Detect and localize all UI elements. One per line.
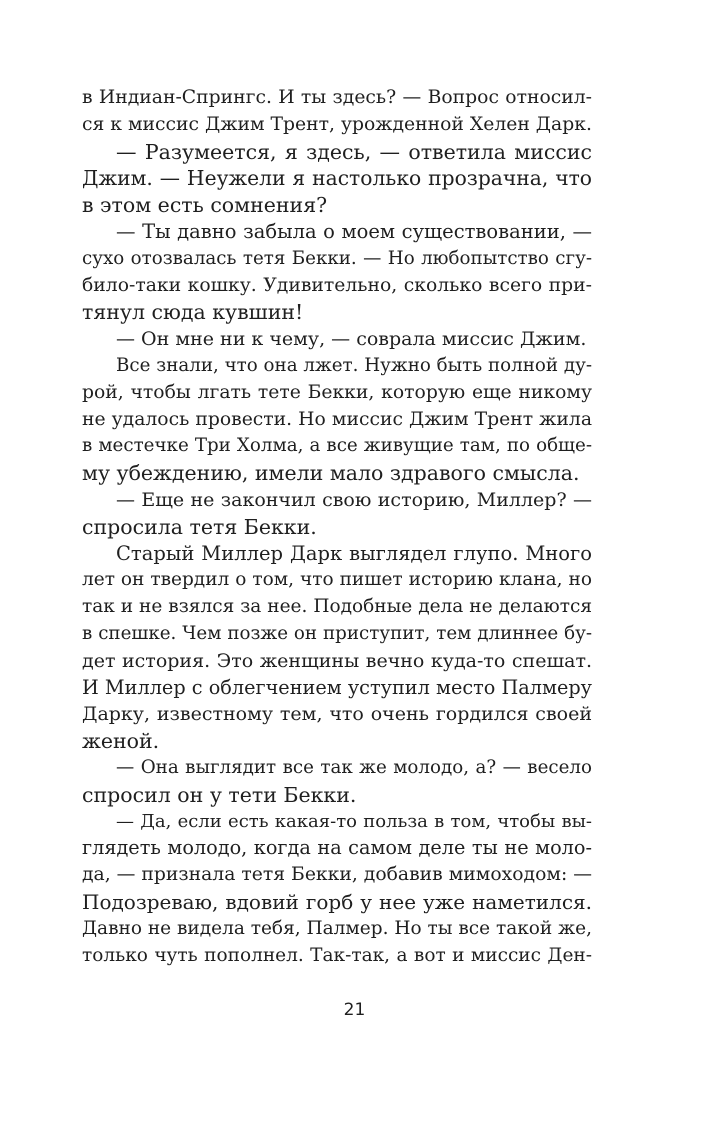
text-line: в Индиан-Спрингс. И ты здесь? — Вопрос относил- (82, 87, 592, 108)
text-line: Дарку, известному тем, что очень гордился своей (82, 703, 592, 726)
text-line: сухо отозвалась тетя Бекки. — Но любопытство сгу- (82, 247, 592, 269)
text-line: да, — признала тетя Бекки, добавив мимоходом: — (82, 864, 592, 886)
text-line: И Миллер с облегчением уступил место Палмеру (82, 675, 592, 699)
text-line: в спешке. Чем позже он приступит, тем длиннее бу- (82, 622, 592, 644)
text-line: Все знали, что она лжет. Нужно быть полной ду- (116, 354, 592, 376)
text-line: глядеть молодо, когда на самом деле ты не моло- (82, 836, 592, 860)
text-line: не удалось провести. Но миссис Джим Трент жила (82, 408, 592, 430)
text-line: рой, чтобы лгать тете Бекки, которую еще никому (82, 381, 592, 403)
text-line: — Да, если есть какая-то польза в том, чтобы вы- (116, 810, 592, 832)
text-line: — Разумеется, я здесь, — ответила миссис (116, 139, 592, 164)
text-line: в этом есть сомнения? (82, 193, 328, 218)
text-line: дет история. Это женщины вечно куда-то спешат. (82, 649, 592, 672)
body-text (82, 85, 592, 969)
text-line: так и не взялся за нее. Подобные дела не делаются (82, 596, 592, 618)
text-line: женой. (82, 729, 160, 754)
text-line: только чуть пополнел. Так-так, а вот и миссис Ден- (82, 944, 592, 966)
text-line: лет он твердил о том, что пишет историю клана, но (82, 569, 592, 591)
text-line: Подозреваю, вдовий горб у нее уже наметился. (82, 889, 592, 914)
text-line: — Она выглядит все так же молодо, а? — весело (116, 756, 592, 778)
text-line: — Он мне ни к чему, — соврала миссис Джим. (116, 328, 587, 351)
text-line: спросила тетя Бекки. (82, 514, 317, 539)
text-line: тянул сюда кувшин! (82, 300, 304, 325)
text-line: спросил он у тети Бекки. (82, 782, 357, 807)
text-line: — Еще не закончил свою историю, Миллер? — (116, 488, 592, 511)
text-line: — Ты давно забыла о моем существовании, — (116, 219, 592, 243)
page-number: 21 (343, 1000, 366, 1020)
text-line: Джим. — Неужели я настолько прозрачна, что (82, 166, 592, 191)
text-line: в местечке Три Холма, а все живущие там, по обще- (82, 435, 592, 457)
text-line: ся к миссис Джим Трент, урожденной Хелен Дарк. (82, 113, 592, 135)
text-line: Старый Миллер Дарк выглядел глупо. Много (116, 541, 592, 565)
text-line: било-таки кошку. Удивительно, сколько всего при- (82, 274, 592, 296)
text-line: Давно не видела тебя, Палмер. Но ты все такой же, (82, 917, 592, 939)
text-line: му убеждению, имели мало здравого смысла. (82, 461, 580, 486)
